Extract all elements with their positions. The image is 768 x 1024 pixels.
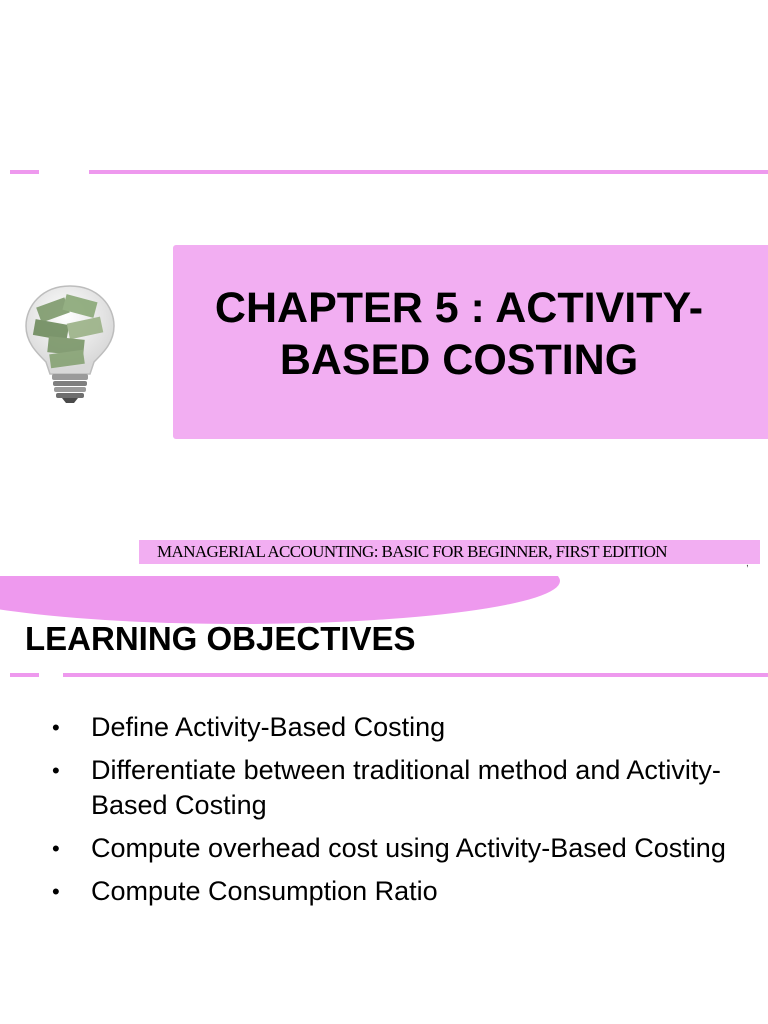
- decorative-arc: [0, 576, 560, 624]
- bullet-icon: •: [52, 715, 60, 740]
- list-item: [52, 874, 742, 909]
- subtitle-bar: [139, 540, 760, 564]
- list-item: [52, 753, 742, 823]
- objective-text: Compute Consumption Ratio: [91, 876, 438, 906]
- objective-text: Compute overhead cost using Activity-Based Costing: [91, 833, 726, 863]
- money-lightbulb-icon: [20, 282, 120, 404]
- objective-text: Differentiate between traditional method and Activity-Based Costing: [91, 755, 721, 820]
- title-box: [173, 245, 768, 439]
- objectives-slide: [0, 576, 768, 1024]
- list-item: [52, 831, 742, 866]
- objectives-list: [52, 710, 742, 917]
- heading-rule-short: [10, 673, 39, 677]
- objectives-heading: LEARNING OBJECTIVES: [25, 620, 416, 657]
- top-rule-long: [89, 170, 768, 174]
- top-rule-short: [10, 170, 39, 174]
- list-item: [52, 710, 742, 745]
- bullet-icon: •: [52, 836, 60, 861]
- bullet-icon: •: [52, 758, 60, 783]
- bullet-icon: •: [52, 879, 60, 904]
- book-subtitle: MANAGERIAL ACCOUNTING: BASIC FOR BEGINNER, FIRST EDITION: [157, 542, 667, 561]
- small-tick-mark: ,: [746, 558, 749, 569]
- slide-title: CHAPTER 5 : ACTIVITY-BASED COSTING: [214, 284, 704, 384]
- heading-rule-long: [63, 673, 768, 677]
- objective-text: Define Activity-Based Costing: [91, 712, 446, 742]
